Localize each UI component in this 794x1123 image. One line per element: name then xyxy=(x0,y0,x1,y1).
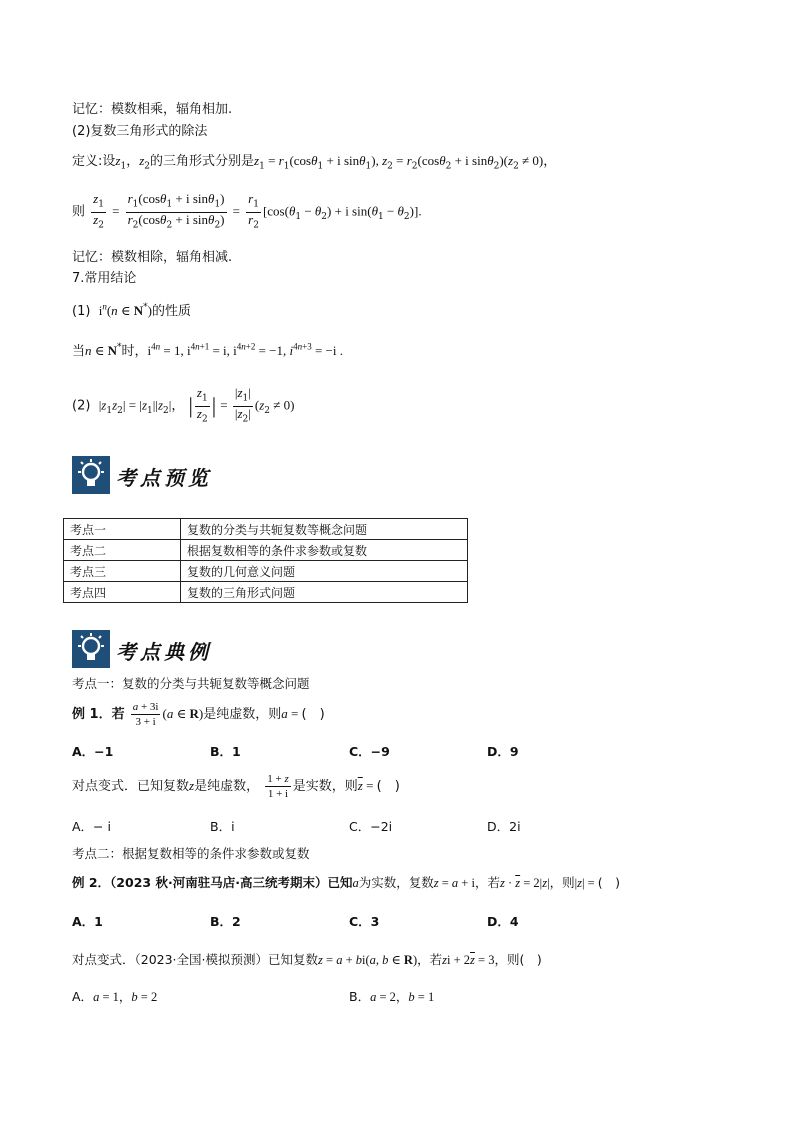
table-row: 考点二 根据复数相等的条件求参数或复数 xyxy=(64,540,468,561)
var1-option-a[interactable]: A．− i xyxy=(72,819,111,834)
ex2-option-d[interactable]: D．4 xyxy=(487,914,519,929)
overview-title: 考点预览 xyxy=(116,466,212,490)
division-definition: 定义:设$z_1$，$z_2$的三角形式分别是$z_1 = r_1(\cos\theta_1 + i$ sinθ$_1$), $z_2 = r_2(\cos\theta_2 + i$ $\sin\theta_2)(z_2 \ne 0)$， xyxy=(72,153,557,172)
division-formula: 则 $\frac{z_1}{z_2}$ = $\frac{r_1(\cos\theta_1 + i \sin\theta_1)}{r_2(\cos\theta_2 + i \sin\theta_2)}$ = $\frac{r_1}{r_2}$ [$\cos(\theta_1 - \theta_2) + i$ $\sin(\theta_1 - \theta_2)$]. xyxy=(72,191,422,231)
var1-option-b[interactable]: B．i xyxy=(210,819,235,834)
var2-option-a[interactable]: A．a = 1，b = 2 xyxy=(72,989,158,1004)
examples-banner xyxy=(72,630,212,668)
example-2: 例 2．（2023 秋·河南驻马店·高三统考期末）已知a为实数，复数z = a + i，若$z \cdot \overline{z} = 2|z|$，则|z| = ( ) xyxy=(72,875,621,890)
overview-table xyxy=(63,518,468,603)
conclusion-1: (1) $i^n(n$ ∈ N*)的性质 xyxy=(72,301,192,319)
ex1-option-b[interactable]: B．1 xyxy=(210,744,241,759)
conclusion-1-body: 当n ∈ N*时，$i^{4n} = 1$, $i^{4n+1} = i$, $i^{4n+2} = -1$, $i^{4n+3} = -i$ . xyxy=(72,341,343,359)
examples-title: 考点典例 xyxy=(116,640,212,664)
example-1: 例 1．若 $\frac{a + 3i}{3 + i}$ (a ∈ R)是纯虚数，则a = ( ) xyxy=(72,701,325,728)
ex1-option-c[interactable]: C．−9 xyxy=(349,744,390,759)
overview-banner xyxy=(72,456,212,494)
ex2-option-c[interactable]: C．3 xyxy=(349,914,380,929)
division-heading: (2)复数三角形式的除法 xyxy=(72,124,208,139)
var1-option-d[interactable]: D．2i xyxy=(487,819,521,834)
lightbulb-icon xyxy=(72,456,110,494)
ex2-option-b[interactable]: B．2 xyxy=(210,914,241,929)
lightbulb-icon xyxy=(72,630,110,668)
ex1-option-a[interactable]: A．−1 xyxy=(72,744,114,759)
conclusions-heading: 7.常用结论 xyxy=(72,271,137,286)
variant-2: 对点变式．（2023·全国·模拟预测）已知复数z = a + bi(a, b ∈ R)，若zi + $2\overline{z} = 3$，则( ) xyxy=(72,952,542,967)
variant-1: 对点变式．已知复数z是纯虚数， $\frac{1 + z}{1 + i}$ 是实数，则$\overline{z}$ = ( ) xyxy=(72,773,400,800)
table-row: 考点三 复数的几何意义问题 xyxy=(64,561,468,582)
conclusion-2: (2) $|z_1z_2| = |z_1||z_2|$， | $\frac{z_1}{z_2}$ | = $\frac{|z_1|}{|z_2|}$ $(z_2 \ne 0)$ xyxy=(72,385,295,425)
section-2-title: 考点二：根据复数相等的条件求参数或复数 xyxy=(72,846,310,861)
var1-option-c[interactable]: C．−2i xyxy=(349,819,393,834)
table-row: 考点一 复数的分类与共轭复数等概念问题 xyxy=(64,519,468,540)
var2-option-b[interactable]: B．a = 2，b = 1 xyxy=(349,989,435,1004)
table-row: 考点四 复数的三角形式问题 xyxy=(64,582,468,603)
memo-multiplication: 记忆：模数相乘，辐角相加. xyxy=(72,102,233,117)
section-1-title: 考点一：复数的分类与共轭复数等概念问题 xyxy=(72,676,310,691)
memo-division: 记忆：模数相除，辐角相减. xyxy=(72,250,233,265)
ex1-option-d[interactable]: D．9 xyxy=(487,744,519,759)
ex2-option-a[interactable]: A．1 xyxy=(72,914,103,929)
